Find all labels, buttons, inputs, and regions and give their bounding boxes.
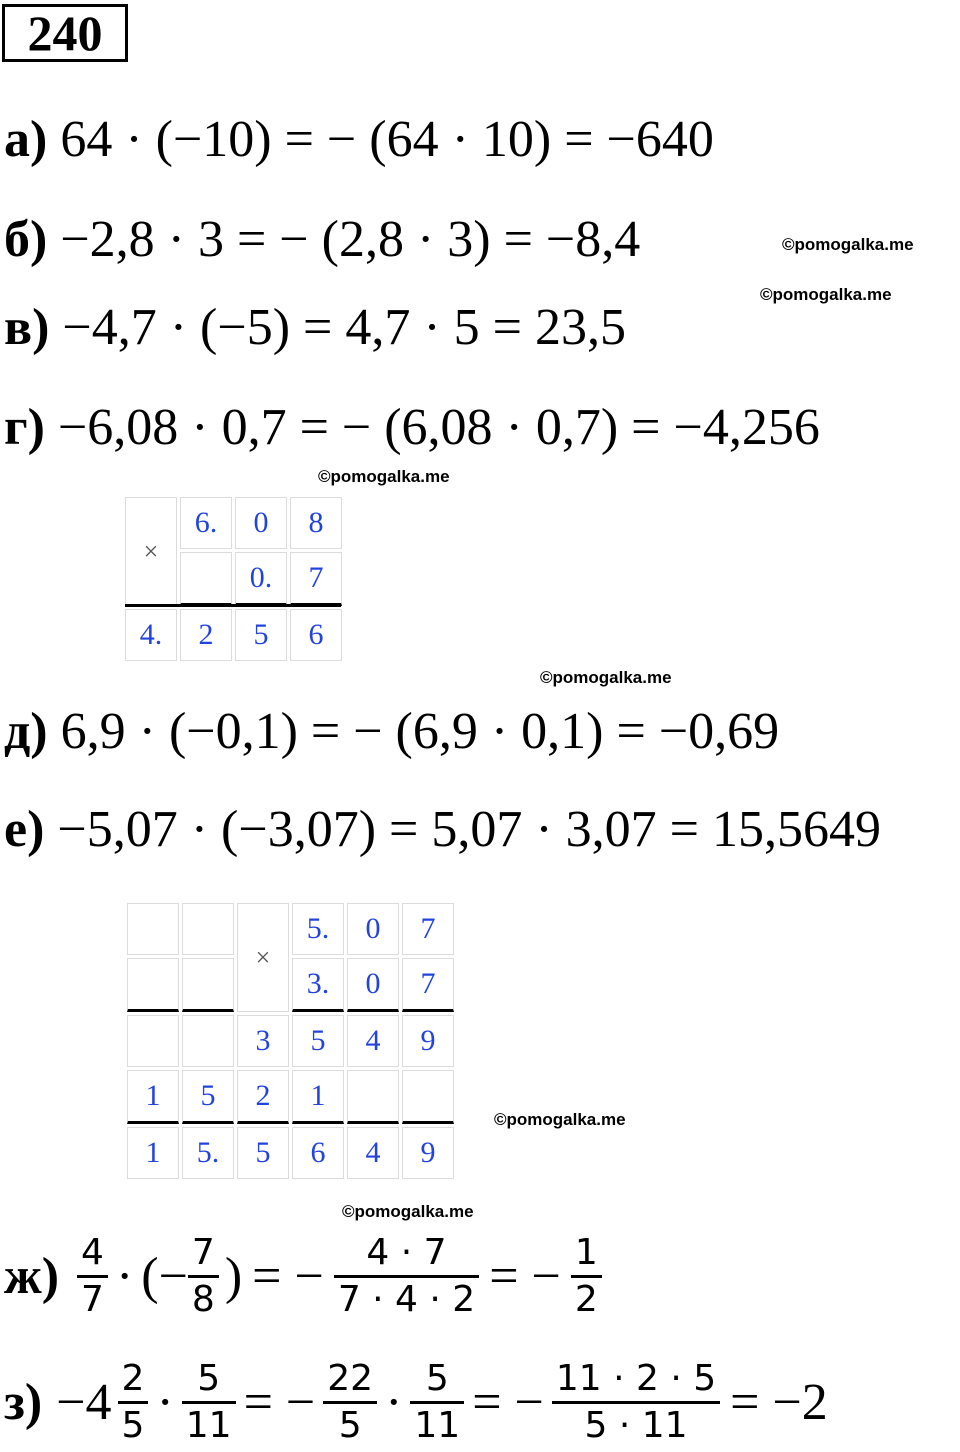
numerator: 5 [182,1357,236,1404]
label-a: а) [4,111,48,168]
digit-cell [127,958,179,1012]
watermark: ©pomogalka.me [760,285,892,304]
expr-d: 6,9 · (−0,1) = − (6,9 · 0,1) = −0,69 [60,703,780,760]
final-result: = −2 [730,1373,828,1431]
digit-cell: 1 [127,1127,179,1179]
watermark: ©pomogalka.me [318,467,450,486]
numerator: 2 [118,1357,149,1404]
label-v: в) [4,299,50,356]
digit-cell: 6. [180,497,232,549]
denominator: 5 · 11 [584,1404,688,1446]
digit-cell: 5 [292,1015,344,1067]
dot-operator: · [156,1373,174,1431]
label-g: г) [4,399,45,456]
digit-cell [182,958,234,1012]
digit-cell: 5 [237,1127,289,1179]
denominator: 7 · 4 · 2 [337,1278,476,1320]
label-e: е) [4,801,45,858]
times-sign: × [237,903,289,1012]
digit-cell: 8 [290,497,342,549]
equation-zh [4,1226,602,1326]
equation-a [4,110,714,170]
digit-cell: 9 [402,1015,454,1067]
digit-cell [180,552,232,606]
denominator: 5 [121,1404,145,1446]
denominator: 11 [414,1404,461,1446]
digit-cell: 7 [290,552,342,606]
digit-cell: 5. [182,1127,234,1179]
fraction [188,1231,219,1322]
table1-rule [125,604,341,607]
equals-minus: = − [472,1373,544,1431]
expr-g: −6,08 · 0,7 = − (6,08 · 0,7) = −4,256 [57,399,820,456]
digit-cell: 7 [402,958,454,1012]
digit-cell: 1 [127,1070,179,1124]
problem-number: 240 [2,4,128,62]
digit-cell: 4 [347,1127,399,1179]
label-b: б) [4,211,48,268]
dot-operator: · [385,1373,403,1431]
label-z: з) [4,1373,43,1431]
watermark: ©pomogalka.me [494,1110,626,1129]
digit-cell [182,1015,234,1067]
digit-cell: 4 [347,1015,399,1067]
equation-e [4,800,881,860]
expr-a: 64 · (−10) = − (64 · 10) = −640 [60,111,714,168]
numerator: 4 [77,1231,108,1278]
digit-cell: 4. [125,609,177,661]
equation-b [4,210,640,270]
digit-cell [182,903,234,955]
equation-v [4,298,626,358]
fraction [410,1357,464,1448]
equation-d [4,702,779,762]
fraction [323,1357,377,1448]
denominator: 11 [185,1404,232,1446]
fraction [182,1357,236,1448]
fraction [334,1231,479,1322]
fraction [77,1231,108,1322]
open-paren: (− [141,1247,188,1305]
digit-cell: 5 [235,609,287,661]
dot-operator: · [115,1247,134,1305]
denominator: 8 [191,1278,215,1320]
fraction [552,1357,720,1448]
numerator: 7 [188,1231,219,1278]
expr-b: −2,8 · 3 = − (2,8 · 3) = −8,4 [60,211,641,268]
digit-cell: 3. [292,958,344,1012]
label-d: д) [4,703,48,760]
fraction [571,1231,602,1322]
digit-cell: 5. [292,903,344,955]
whole-part: −4 [56,1373,112,1431]
watermark: ©pomogalka.me [540,668,672,687]
multiplication-table-2 [124,900,457,1182]
numerator: 22 [323,1357,377,1404]
equals-minus: = − [243,1373,316,1431]
digit-cell: 7 [402,903,454,955]
equation-g [4,398,820,458]
digit-cell: 5 [182,1070,234,1124]
digit-cell [127,1015,179,1067]
digit-cell [347,1070,399,1124]
numerator: 4 · 7 [334,1231,479,1278]
times-sign: × [125,497,177,606]
denominator: 7 [81,1278,104,1320]
equals-minus: = − [252,1247,324,1305]
digit-cell: 3 [237,1015,289,1067]
watermark: ©pomogalka.me [342,1202,474,1221]
equation-z [4,1352,828,1452]
equals-minus: = − [489,1247,561,1305]
numerator: 5 [410,1357,464,1404]
fraction [118,1357,149,1448]
close-paren: ) [224,1247,243,1305]
denominator: 5 [338,1404,362,1446]
digit-cell [127,903,179,955]
digit-cell [402,1070,454,1124]
label-zh: ж) [4,1247,60,1305]
denominator: 2 [574,1278,598,1320]
digit-cell: 2 [180,609,232,661]
digit-cell: 1 [292,1070,344,1124]
watermark: ©pomogalka.me [782,235,914,254]
digit-cell: 0. [235,552,287,606]
digit-cell: 0 [235,497,287,549]
digit-cell: 0 [347,958,399,1012]
digit-cell: 9 [402,1127,454,1179]
digit-cell: 6 [292,1127,344,1179]
numerator: 1 [571,1231,602,1278]
numerator: 11 · 2 · 5 [552,1357,720,1404]
digit-cell: 0 [347,903,399,955]
digit-cell: 6 [290,609,342,661]
expr-v: −4,7 · (−5) = 4,7 · 5 = 23,5 [62,299,626,356]
multiplication-table-1 [122,494,345,664]
digit-cell: 2 [237,1070,289,1124]
expr-e: −5,07 · (−3,07) = 5,07 · 3,07 = 15,5649 [57,801,881,858]
